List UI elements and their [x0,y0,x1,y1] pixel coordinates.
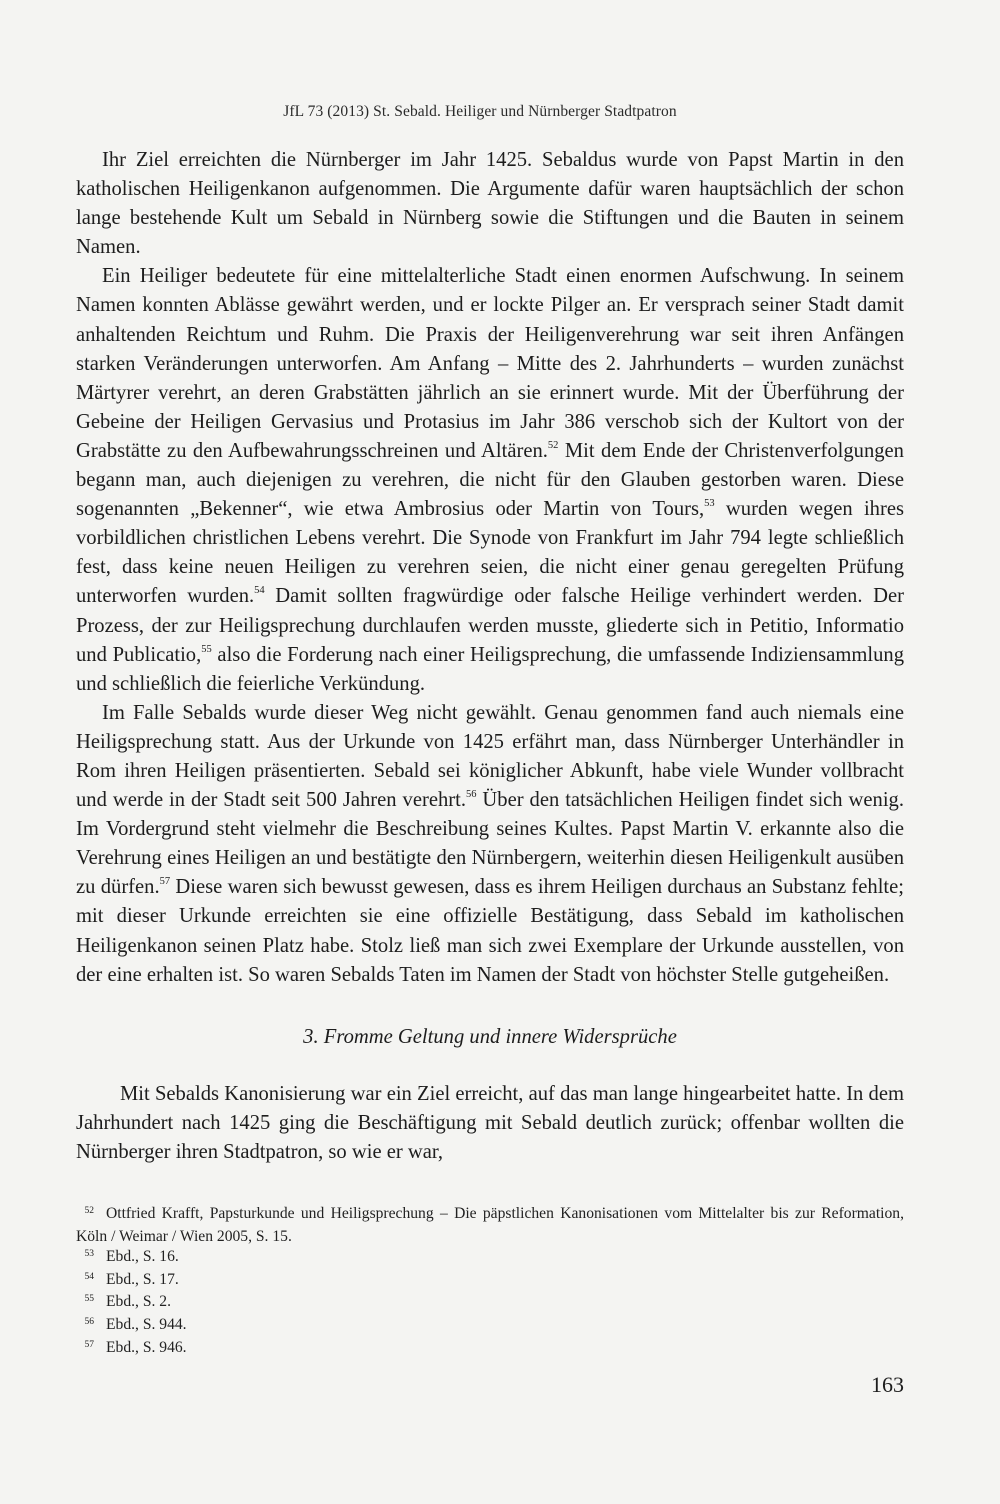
page-number: 163 [871,1372,904,1397]
footnote-56 [76,1315,904,1338]
paragraph-1 [76,146,904,262]
section-paragraph: Mit Sebalds Kanonisierung war ein Ziel erreicht, auf das man lange hingearbeitet hatte. In dem Jahrhundert nach 1425 ging die Beschäftigung mit Sebald deutlich zurück; offenbar wollten die Nürnberger ihren Stadtpatron, so wie er war, [76,1083,904,1164]
footnote-ref-52[interactable]: 52 [547,439,559,451]
paragraph-1-text: Ihr Ziel erreichten die Nürnberger im Jahr 1425. Sebaldus wurde von Papst Martin in den katholischen Heiligenkanon aufgenommen. Die Argumente dafür waren hauptsächlich der schon lange bestehende Kult um Sebald in Nürnberg sowie die Stiftungen und die Bauten in seinem Namen. [76,149,904,259]
paragraph-2-text-a: Ein Heiliger bedeutete für eine mittelalterliche Stadt einen enormen Aufschwung. In seinem Namen konnten Ablässe gewährt werden, und er lockte Pilger an. Er versprach seiner Stadt damit anhaltenden Reichtum und Ruhm. Die Praxis der Heiligenverehrung war seit ihren Anfängen starken Veränderungen unterworfen. Am Anfang – Mitte des 2. Jahrhunderts – wurden zunächst Märtyrer verehrt, an deren Grabstätten jährlich an sie erinnert wurde. Mit der Überführung der Gebeine der Heiligen Gervasius und Protasius im Jahr 386 verschob sich der Kultort von der Grabstätte zu den Aufbewahrungsschreinen und Altären. [76,265,904,462]
footnote-number: 57 [84,1339,94,1350]
footnote-number: 54 [84,1271,94,1282]
section-text [76,1080,904,1167]
footnote-ref-55[interactable]: 55 [201,643,212,655]
footnote-text: Ebd., S. 17. [106,1270,179,1288]
footnote-number: 56 [84,1316,94,1327]
section-heading: 3. Fromme Geltung und innere Widersprüche [303,1026,677,1048]
footnote-ref-53[interactable]: 53 [704,498,715,510]
footnote-ref-54[interactable]: 54 [254,585,265,597]
footnote-text: Ebd., S. 946. [106,1338,187,1356]
paragraph-2-text-c: wurden wegen ihres vorbildlichen christlichen Lebens verehrt. Die Synode von Frankfurt im Jahr 794 legte schließlich fest, dass keine neuen Heiligen zu verehren seien, die nicht einer genau geregelten Prüfung unterworfen wurden. [76,498,904,608]
paragraph-2-text-d: Damit sollten fragwürdige oder falsche Heilige verhindert werden. Der Prozess, der zur Heiligsprechung durchlaufen werden musste, gliederte sich in Petitio, Informatio und Publicatio, [76,585,904,666]
footnote-text: Ebd., S. 2. [106,1293,171,1311]
running-head: JfL 73 (2013) St. Sebald. Heiliger und Nürnberger Stadtpatron [283,103,677,120]
paragraph-3 [76,699,904,990]
footnote-57 [76,1338,904,1361]
footnote-number: 55 [84,1294,94,1305]
footnote-number: 53 [84,1249,94,1260]
footnote-text: Ottfried Krafft, Papsturkunde und Heiligsprechung – Die päpstlichen Kanonisationen vom Mittelalter bis zur Reformation, Köln / Weimar / Wien 2005, S. 15. [76,1205,904,1245]
footnote-text: Ebd., S. 16. [106,1248,179,1266]
body-text [76,146,904,990]
footnotes [76,1204,904,1360]
paragraph-2-text-b: Mit dem Ende der Christenverfolgungen begann man, auch diejenigen zu verehren, die nicht für den Glauben gestorben waren. Diese sogenannten „Bekenner“, wie etwa Ambrosius oder Martin von Tours, [76,439,904,521]
footnote-53 [76,1247,904,1270]
paragraph-2 [76,262,904,698]
footnote-number: 52 [84,1206,94,1216]
footnote-ref-56[interactable]: 56 [466,789,477,801]
footnote-54 [76,1270,904,1293]
paragraph-3-text-b: Über den tatsächlichen Heiligen findet sich wenig. Im Vordergrund steht vielmehr die Beschreibung seines Kultes. Papst Martin V. erkannte also die Verehrung eines Heiligen an und bestätigte den Nürnbergern, weiterhin diesen Heiligenkult ausüben zu dürfen. [76,789,905,899]
footnote-55 [76,1292,904,1315]
footnote-52 [76,1204,904,1247]
footnote-ref-57[interactable]: 57 [159,876,171,888]
paragraph-3-text-c: Diese waren sich bewusst gewesen, dass es ihrem Heiligen durchaus an Substanz fehlte; mit dieser Urkunde erreichten sie eine offizielle Bestätigung, dass Sebald im katholischen Heiligenkanon seinen Platz habe. Stolz ließ man sich zwei Exemplare der Urkunde ausstellen, von der eine erhalten ist. So waren Sebalds Taten im Namen der Stadt von höchster Stelle gutgeheißen. [76,876,904,986]
paragraph-2-text-e: also die Forderung nach einer Heiligsprechung, die umfassende Indiziensammlung und schließlich die feierliche Verkündung. [76,643,904,695]
paragraph-3-text-a: Im Falle Sebalds wurde dieser Weg nicht gewählt. Genau genommen fand auch niemals eine Heiligsprechung statt. Aus der Urkunde von 1425 erfährt man, dass Nürnberger Unterhändler in Rom ihren Heiligen präsentierten. Sebald sei königlicher Abkunft, habe viele Wunder vollbracht und werde in der Stadt seit 500 Jahren verehrt. [76,701,904,812]
footnote-text: Ebd., S. 944. [106,1315,187,1333]
